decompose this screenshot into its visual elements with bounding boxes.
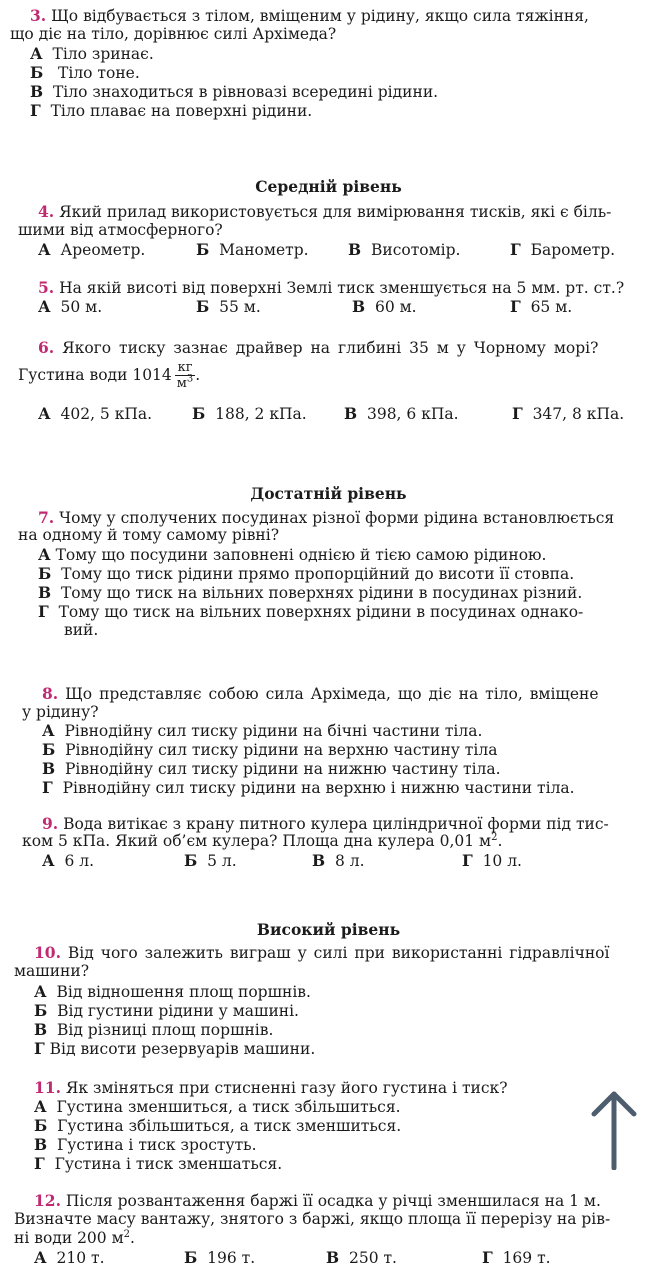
q8-option-a: А Рівнодійну сил тиску рідини на бічні частини тіла.	[42, 721, 483, 740]
q3-number: 3.	[30, 6, 47, 25]
q9-option-c: В 8 л.	[312, 851, 365, 870]
q3-option-a: А Тіло зринає.	[30, 44, 154, 63]
q11-option-a: А Густина зменшиться, а тиск збільшиться.	[34, 1097, 401, 1116]
q10-option-c: В Від різниці площ поршнів.	[34, 1020, 274, 1039]
arrow-up-icon[interactable]	[588, 1088, 640, 1170]
q11-option-b: Б Густина збільшиться, а тиск зменшиться.	[34, 1116, 402, 1135]
q11-option-d: Г Густина і тиск зменшаться.	[34, 1154, 283, 1173]
q6-option-c: В 398, 6 кПа.	[344, 404, 459, 423]
q4-option-a: А Ареометр.	[38, 240, 146, 259]
q7-option-b: Б Тому що тиск рідини прямо пропорційний до висоти її стовпа.	[38, 564, 575, 583]
q9-option-b: Б 5 л.	[184, 851, 237, 870]
q9-line1: 9. Вода витікає з крану питного кулера циліндричної форми під тис-	[42, 814, 609, 833]
q8-option-c: В Рівнодійну сил тиску рідини на нижню частину тіла.	[42, 759, 501, 778]
q6-option-d: Г 347, 8 кПа.	[512, 404, 625, 423]
q5-option-b: Б 55 м.	[196, 297, 261, 316]
q7-option-a: А Тому що посудини заповнені однією й тією самою рідиною.	[38, 545, 547, 564]
q4-option-b: Б Манометр.	[196, 240, 309, 259]
q5-option-a: А 50 м.	[38, 297, 103, 316]
q12-option-a: А 210 т.	[34, 1248, 105, 1267]
q8-option-d: Г Рівнодійну сил тиску рідини на верхню і нижню частини тіла.	[42, 778, 575, 797]
q12-option-b: Б 196 т.	[184, 1248, 256, 1267]
section-heading-sufficient: Достатній рівень	[250, 484, 407, 503]
q8-line1: 8. Що представляє собою сила Архімеда, що діє на тіло, вміщене	[42, 684, 599, 703]
q5-option-d: Г 65 м.	[510, 297, 573, 316]
q12-option-d: Г 169 т.	[482, 1248, 551, 1267]
section-heading-medium: Середній рівень	[255, 177, 402, 196]
q4-line2: шими від атмосферного?	[18, 221, 223, 239]
q10-option-b: Б Від густини рідини у машині.	[34, 1001, 299, 1020]
q7-line2: на одному й тому самому рівні?	[18, 526, 280, 544]
q6-line1: 6. Якого тиску зазнає драйвер на глибині 35 м у Чорному морі?	[38, 338, 599, 357]
density-unit-fraction: $\frac{кг}{м^3}$	[176, 360, 194, 391]
q8-option-b: Б Рівнодійну сил тиску рідини на верхню частину тіла	[42, 740, 498, 759]
q7-option-c: В Тому що тиск на вільних поверхнях рідини в посудинах різний.	[38, 583, 583, 602]
q12-line2: Визначте масу вантажу, знятого з баржі, якщо площа її перерізу на рів-	[14, 1210, 611, 1228]
q6-option-b: Б 188, 2 кПа.	[192, 404, 307, 423]
q9-option-d: Г 10 л.	[462, 851, 522, 870]
q6-option-a: А 402, 5 кПа.	[38, 404, 153, 423]
q7-option-d-cont: вий.	[64, 621, 99, 639]
q3-line2: що діє на тіло, дорівнює силі Архімеда?	[10, 25, 337, 43]
q11-option-c: В Густина і тиск зростуть.	[34, 1135, 257, 1154]
section-heading-high: Високий рівень	[256, 920, 401, 939]
q12-line1: 12. Після розвантаження баржі її осадка у річці зменшилася на 1 м.	[34, 1191, 601, 1210]
q6-line2: Густина води 1014 $\frac{кг}{м^3}$ .	[18, 360, 201, 391]
q3-option-b: Б Тіло тоне.	[30, 63, 140, 82]
q5-option-c: В 60 м.	[352, 297, 417, 316]
q11-line1: 11. Як зміняться при стисненні газу його густина і тиск?	[34, 1078, 508, 1097]
q10-option-a: А Від відношення площ поршнів.	[34, 982, 311, 1001]
q9-option-a: А 6 л.	[42, 851, 95, 870]
q3-line1: 3. Що відбувається з тілом, вміщеним у рідину, якщо сила тяжіння,	[30, 6, 589, 25]
q10-option-d: Г Від висоти резервуарів машини.	[34, 1039, 316, 1058]
q4-line1: 4. Який прилад використовується для вимірювання тисків, які є біль-	[38, 202, 612, 221]
q5-line1: 5. На якій висоті від поверхні Землі тиск зменшується на 5 мм. рт. ст.?	[38, 278, 625, 297]
q9-line2: ком 5 кПа. Який об’єм кулера? Площа дна кулера 0,01 $м^2$.	[22, 831, 503, 850]
q12-option-c: В 250 т.	[326, 1248, 397, 1267]
q4-option-c: В Висотомір.	[348, 240, 461, 259]
q3-option-c: В Тіло знаходиться в рівновазі всередині рідини.	[30, 82, 439, 101]
q10-line2: машини?	[14, 962, 90, 980]
q4-option-d: Г Барометр.	[510, 240, 616, 259]
q8-line2: у рідину?	[22, 703, 99, 721]
q12-line3: ні води 200 $м^2$.	[14, 1228, 135, 1247]
q7-option-d: Г Тому що тиск на вільних поверхнях рідини в посудинах однако-	[38, 602, 584, 621]
q7-line1: 7. Чому у сполучених посудинах різної форми рідина встановлюється	[38, 508, 615, 527]
q10-line1: 10. Від чого залежить виграш у силі при використанні гідравлічної	[34, 943, 610, 962]
q3-option-d: Г Тіло плаває на поверхні рідини.	[30, 101, 313, 120]
